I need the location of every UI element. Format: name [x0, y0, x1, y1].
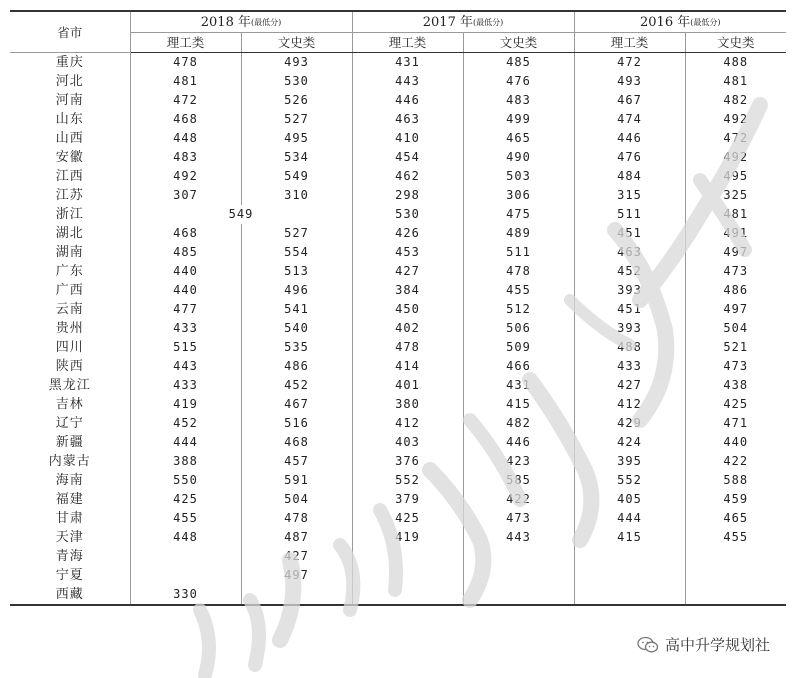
score-cell: 492 — [685, 110, 786, 129]
score-cell: 426 — [352, 224, 463, 243]
province-cell: 江西 — [10, 167, 130, 186]
score-cell — [574, 585, 685, 605]
table-row — [10, 357, 786, 376]
score-cell: 478 — [352, 338, 463, 357]
score-cell: 491 — [685, 224, 786, 243]
table-row — [10, 376, 786, 395]
province-column-header: 省市 — [10, 11, 130, 53]
score-cell: 506 — [463, 319, 574, 338]
province-cell: 湖南 — [10, 243, 130, 262]
score-cell: 467 — [574, 91, 685, 110]
year-header-2018: 2018 年(最低分) — [130, 11, 352, 33]
score-cell: 454 — [352, 148, 463, 167]
score-cell: 412 — [574, 395, 685, 414]
score-cell: 585 — [463, 471, 574, 490]
score-cell: 429 — [574, 414, 685, 433]
score-cell: 476 — [463, 72, 574, 91]
score-cell — [685, 547, 786, 566]
sub-header-arts-2016: 文史类 — [685, 33, 786, 53]
score-cell: 492 — [685, 148, 786, 167]
score-cell: 521 — [685, 338, 786, 357]
score-cell: 484 — [574, 167, 685, 186]
score-cell: 325 — [685, 186, 786, 205]
score-cell: 472 — [574, 53, 685, 73]
score-cell: 462 — [352, 167, 463, 186]
score-cell: 475 — [463, 205, 574, 224]
score-cell — [685, 566, 786, 585]
table-row — [10, 110, 786, 129]
score-cell: 380 — [352, 395, 463, 414]
table-row — [10, 490, 786, 509]
score-cell: 476 — [574, 148, 685, 167]
score-cell: 477 — [130, 300, 241, 319]
table-row — [10, 224, 786, 243]
score-cell: 488 — [685, 53, 786, 73]
score-cell — [463, 566, 574, 585]
score-cell: 306 — [463, 186, 574, 205]
score-cell: 433 — [130, 319, 241, 338]
table-row — [10, 585, 786, 605]
score-cell: 422 — [685, 452, 786, 471]
admission-score-table — [10, 10, 786, 606]
score-cell: 446 — [352, 91, 463, 110]
table-row — [10, 262, 786, 281]
score-cell: 478 — [241, 509, 352, 528]
score-cell: 488 — [574, 338, 685, 357]
score-cell: 440 — [130, 281, 241, 300]
brand-badge — [637, 634, 770, 655]
province-cell: 山东 — [10, 110, 130, 129]
province-cell: 广西 — [10, 281, 130, 300]
score-cell: 452 — [130, 414, 241, 433]
score-cell: 410 — [352, 129, 463, 148]
province-cell: 云南 — [10, 300, 130, 319]
score-cell: 492 — [130, 167, 241, 186]
score-cell: 455 — [130, 509, 241, 528]
score-cell: 495 — [241, 129, 352, 148]
score-cell: 486 — [685, 281, 786, 300]
table-row — [10, 452, 786, 471]
score-cell: 466 — [463, 357, 574, 376]
sub-header-science-2016: 理工类 — [574, 33, 685, 53]
table-row — [10, 395, 786, 414]
score-cell: 483 — [463, 91, 574, 110]
score-cell: 478 — [130, 53, 241, 73]
province-cell: 陕西 — [10, 357, 130, 376]
score-cell: 465 — [463, 129, 574, 148]
score-cell: 395 — [574, 452, 685, 471]
province-cell: 安徽 — [10, 148, 130, 167]
table-row — [10, 300, 786, 319]
province-cell: 辽宁 — [10, 414, 130, 433]
score-cell: 516 — [241, 414, 352, 433]
score-cell: 419 — [352, 528, 463, 547]
table-row — [10, 243, 786, 262]
score-cell: 379 — [352, 490, 463, 509]
province-cell: 海南 — [10, 471, 130, 490]
score-cell: 485 — [130, 243, 241, 262]
score-cell: 511 — [574, 205, 685, 224]
province-cell: 青海 — [10, 547, 130, 566]
score-cell — [463, 547, 574, 566]
score-cell: 468 — [130, 224, 241, 243]
score-cell: 330 — [130, 585, 241, 605]
province-cell: 甘肃 — [10, 509, 130, 528]
score-cell: 530 — [352, 205, 463, 224]
score-cell: 444 — [574, 509, 685, 528]
score-cell: 515 — [130, 338, 241, 357]
score-cell: 440 — [130, 262, 241, 281]
score-cell: 468 — [130, 110, 241, 129]
score-cell: 473 — [685, 357, 786, 376]
score-cell: 463 — [574, 243, 685, 262]
score-cell: 540 — [241, 319, 352, 338]
score-cell: 440 — [685, 433, 786, 452]
score-cell: 446 — [463, 433, 574, 452]
score-cell: 427 — [352, 262, 463, 281]
score-cell — [685, 585, 786, 605]
score-cell: 550 — [130, 471, 241, 490]
table-row — [10, 319, 786, 338]
score-cell: 412 — [352, 414, 463, 433]
province-cell: 新疆 — [10, 433, 130, 452]
score-cell: 497 — [241, 566, 352, 585]
sub-header-arts-2018: 文史类 — [241, 33, 352, 53]
table-row — [10, 414, 786, 433]
province-cell: 宁夏 — [10, 566, 130, 585]
score-cell: 444 — [130, 433, 241, 452]
score-cell: 415 — [463, 395, 574, 414]
watermark-stroke — [200, 610, 209, 675]
province-cell: 重庆 — [10, 53, 130, 73]
province-cell: 贵州 — [10, 319, 130, 338]
wechat-chat-icon — [637, 636, 659, 654]
score-cell: 310 — [241, 186, 352, 205]
score-cell: 427 — [241, 547, 352, 566]
province-cell: 四川 — [10, 338, 130, 357]
score-cell: 591 — [241, 471, 352, 490]
table-row — [10, 91, 786, 110]
score-cell: 431 — [352, 53, 463, 73]
score-cell: 482 — [463, 414, 574, 433]
score-cell: 485 — [463, 53, 574, 73]
table-row — [10, 547, 786, 566]
table-row — [10, 167, 786, 186]
score-cell: 481 — [685, 205, 786, 224]
score-cell: 486 — [241, 357, 352, 376]
score-cell: 376 — [352, 452, 463, 471]
table-row — [10, 566, 786, 585]
score-cell: 443 — [463, 528, 574, 547]
score-cell — [130, 547, 241, 566]
table-row — [10, 72, 786, 91]
score-cell: 482 — [685, 91, 786, 110]
score-cell: 504 — [685, 319, 786, 338]
score-cell — [352, 585, 463, 605]
score-cell: 487 — [241, 528, 352, 547]
score-cell — [352, 566, 463, 585]
score-cell: 489 — [463, 224, 574, 243]
score-cell: 467 — [241, 395, 352, 414]
score-cell-merged: 549 — [130, 205, 352, 224]
score-cell: 451 — [574, 224, 685, 243]
score-cell: 493 — [574, 72, 685, 91]
score-cell: 307 — [130, 186, 241, 205]
province-cell: 西藏 — [10, 585, 130, 605]
score-cell: 393 — [574, 281, 685, 300]
score-cell: 552 — [574, 471, 685, 490]
score-cell: 493 — [241, 53, 352, 73]
score-cell: 443 — [130, 357, 241, 376]
score-cell — [130, 566, 241, 585]
score-cell: 402 — [352, 319, 463, 338]
province-cell: 江苏 — [10, 186, 130, 205]
province-cell: 吉林 — [10, 395, 130, 414]
score-cell: 497 — [685, 300, 786, 319]
score-cell: 384 — [352, 281, 463, 300]
score-cell: 496 — [241, 281, 352, 300]
table-row — [10, 53, 786, 73]
score-cell: 298 — [352, 186, 463, 205]
score-cell: 490 — [463, 148, 574, 167]
score-cell: 511 — [463, 243, 574, 262]
sub-header-arts-2017: 文史类 — [463, 33, 574, 53]
table-row — [10, 281, 786, 300]
score-cell: 450 — [352, 300, 463, 319]
score-cell: 455 — [685, 528, 786, 547]
score-cell: 315 — [574, 186, 685, 205]
score-cell: 534 — [241, 148, 352, 167]
score-cell: 478 — [463, 262, 574, 281]
score-cell: 433 — [574, 357, 685, 376]
table-row — [10, 129, 786, 148]
sub-header-science-2017: 理工类 — [352, 33, 463, 53]
score-cell: 425 — [352, 509, 463, 528]
score-cell: 438 — [685, 376, 786, 395]
score-cell: 453 — [352, 243, 463, 262]
score-cell: 526 — [241, 91, 352, 110]
score-cell: 401 — [352, 376, 463, 395]
table-row — [10, 148, 786, 167]
province-cell: 河南 — [10, 91, 130, 110]
province-cell: 山西 — [10, 129, 130, 148]
score-cell: 443 — [352, 72, 463, 91]
score-cell: 425 — [130, 490, 241, 509]
score-cell: 463 — [352, 110, 463, 129]
watermark-stroke — [250, 600, 259, 665]
year-header-2017: 2017 年(最低分) — [352, 11, 574, 33]
score-cell: 468 — [241, 433, 352, 452]
score-cell: 549 — [241, 167, 352, 186]
score-cell: 393 — [574, 319, 685, 338]
score-cell: 459 — [685, 490, 786, 509]
table-row — [10, 205, 786, 224]
score-cell: 530 — [241, 72, 352, 91]
year-header-2016: 2016 年(最低分) — [574, 11, 786, 33]
table-row — [10, 433, 786, 452]
score-cell: 419 — [130, 395, 241, 414]
score-cell — [574, 547, 685, 566]
score-cell: 527 — [241, 224, 352, 243]
score-cell: 388 — [130, 452, 241, 471]
score-cell: 448 — [130, 129, 241, 148]
score-cell: 503 — [463, 167, 574, 186]
brand-name: 高中升学规划社 — [664, 636, 770, 654]
score-cell: 423 — [463, 452, 574, 471]
score-cell: 414 — [352, 357, 463, 376]
score-cell — [574, 566, 685, 585]
score-cell: 499 — [463, 110, 574, 129]
score-cell: 433 — [130, 376, 241, 395]
score-cell: 554 — [241, 243, 352, 262]
score-cell: 403 — [352, 433, 463, 452]
score-cell: 472 — [130, 91, 241, 110]
score-cell: 427 — [574, 376, 685, 395]
score-cell — [241, 585, 352, 605]
score-cell: 473 — [463, 509, 574, 528]
score-cell: 424 — [574, 433, 685, 452]
score-cell — [352, 547, 463, 566]
score-cell: 552 — [352, 471, 463, 490]
score-cell: 481 — [685, 72, 786, 91]
score-cell: 448 — [130, 528, 241, 547]
score-cell: 405 — [574, 490, 685, 509]
score-cell — [463, 585, 574, 605]
score-cell: 588 — [685, 471, 786, 490]
score-cell: 509 — [463, 338, 574, 357]
score-cell: 431 — [463, 376, 574, 395]
score-cell: 481 — [130, 72, 241, 91]
province-cell: 湖北 — [10, 224, 130, 243]
score-cell: 455 — [463, 281, 574, 300]
score-cell: 415 — [574, 528, 685, 547]
score-cell: 527 — [241, 110, 352, 129]
score-cell: 465 — [685, 509, 786, 528]
table-row — [10, 186, 786, 205]
score-cell: 457 — [241, 452, 352, 471]
score-cell: 504 — [241, 490, 352, 509]
table-row — [10, 528, 786, 547]
table-row — [10, 471, 786, 490]
score-cell: 452 — [574, 262, 685, 281]
score-cell: 495 — [685, 167, 786, 186]
score-cell: 422 — [463, 490, 574, 509]
score-cell: 483 — [130, 148, 241, 167]
province-cell: 天津 — [10, 528, 130, 547]
score-cell: 535 — [241, 338, 352, 357]
table-row — [10, 509, 786, 528]
score-cell: 425 — [685, 395, 786, 414]
score-cell: 452 — [241, 376, 352, 395]
score-cell: 474 — [574, 110, 685, 129]
table-body — [10, 53, 786, 606]
province-cell: 内蒙古 — [10, 452, 130, 471]
score-cell: 513 — [241, 262, 352, 281]
score-cell: 497 — [685, 243, 786, 262]
province-cell: 浙江 — [10, 205, 130, 224]
province-cell: 河北 — [10, 72, 130, 91]
province-cell: 广东 — [10, 262, 130, 281]
score-cell: 451 — [574, 300, 685, 319]
sub-header-science-2018: 理工类 — [130, 33, 241, 53]
score-cell: 446 — [574, 129, 685, 148]
score-cell: 473 — [685, 262, 786, 281]
score-cell: 512 — [463, 300, 574, 319]
score-cell: 472 — [685, 129, 786, 148]
province-cell: 福建 — [10, 490, 130, 509]
score-cell: 541 — [241, 300, 352, 319]
score-cell: 471 — [685, 414, 786, 433]
table-row — [10, 338, 786, 357]
province-cell: 黑龙江 — [10, 376, 130, 395]
